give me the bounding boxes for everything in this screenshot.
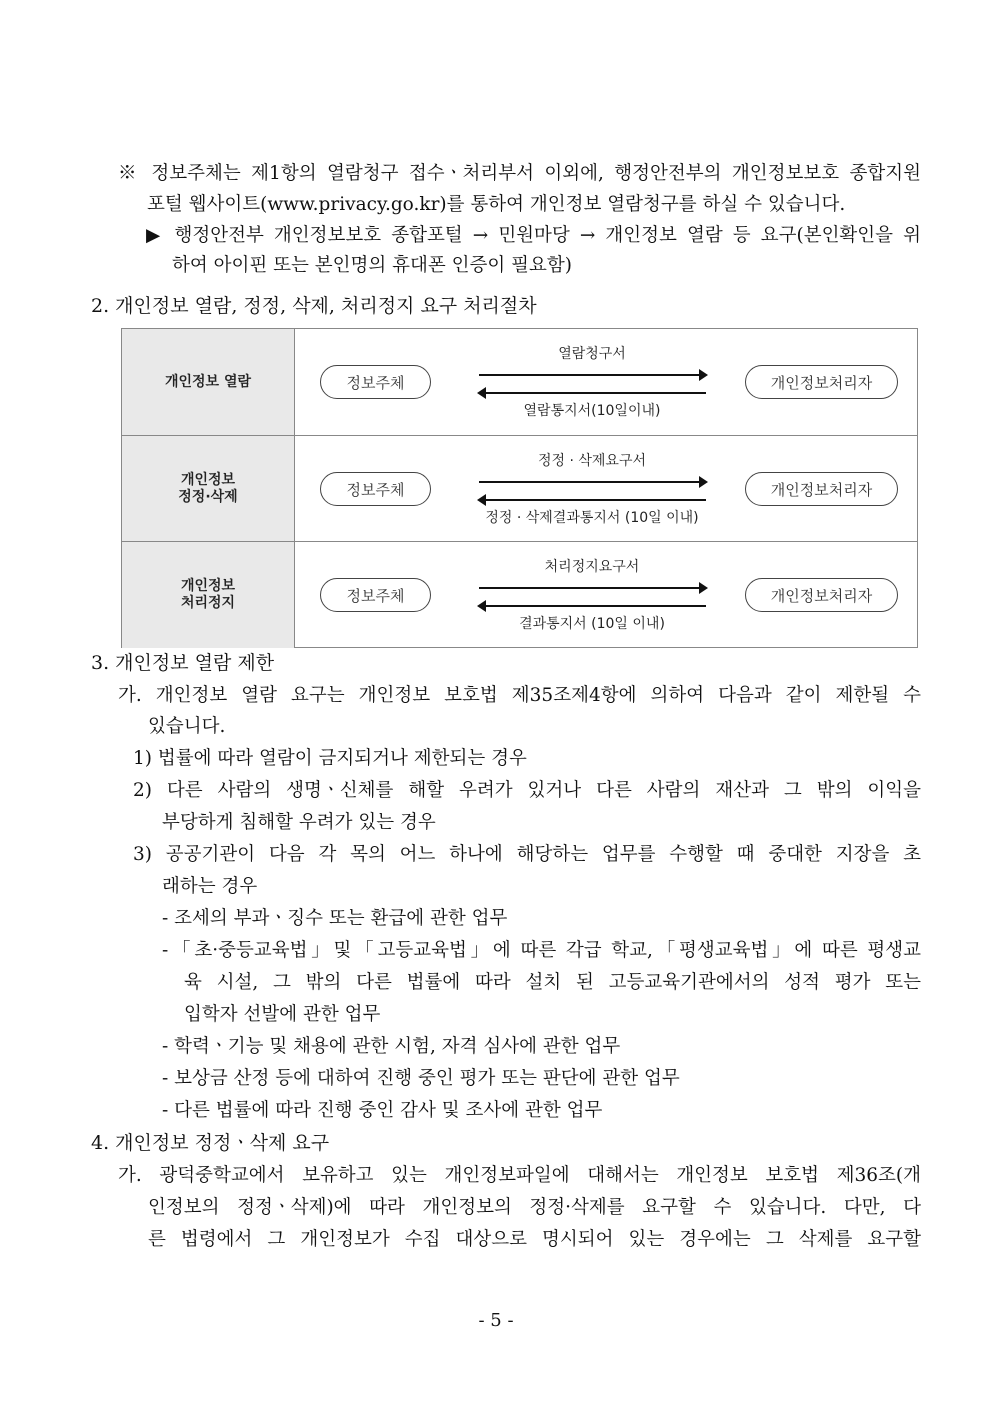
arrow-right-icon <box>479 481 706 483</box>
processor-pill: 개인정보처리자 <box>745 365 898 399</box>
request-label: 처리정지요구서 <box>544 559 640 575</box>
section-3-title: 3. 개인정보 열람 제한 <box>91 652 275 674</box>
section-2-title: 2. 개인정보 열람, 정정, 삭제, 처리정지 요구 처리절차 <box>91 295 537 317</box>
dash-item-2-line-1: -「초·중등교육법」및「고등교육법」에 따른 각급 학교,「평생교육법」에 따른 평생교 <box>162 940 921 961</box>
section-4-ga-line-2: 인정보의 정정ㆍ삭제)에 따라 개인정보의 정정·삭제를 요구할 수 있습니다. 다만, 다 <box>148 1197 921 1218</box>
request-label: 정정 · 삭제요구서 <box>537 453 647 469</box>
item-2-line-2: 부당하게 침해할 우려가 있는 경우 <box>162 812 436 833</box>
response-label: 결과통지서 (10일 이내) <box>519 616 665 632</box>
request-label: 열람청구서 <box>558 346 626 362</box>
flow-row-correction <box>122 435 917 542</box>
dash-item-4: - 보상금 산정 등에 대하여 진행 중인 평가 또는 판단에 관한 업무 <box>162 1068 680 1089</box>
response-label: 정정 · 삭제결과통지서 (10일 이내) <box>485 510 699 526</box>
arrow-left-icon <box>479 605 706 607</box>
flow-row-label: 개인정보 정정·삭제 <box>122 436 295 542</box>
section-3-ga-line-1: 가. 개인정보 열람 요구는 개인정보 보호법 제35조제4항에 의하여 다음과 같이 제한될 수 <box>118 685 921 706</box>
flow-row-access <box>122 329 917 435</box>
subject-pill: 정보주체 <box>320 472 431 506</box>
processor-pill: 개인정보처리자 <box>745 472 898 506</box>
process-flow-table <box>121 328 918 648</box>
processor-pill: 개인정보처리자 <box>745 578 898 612</box>
note-line-4: 하여 아이핀 또는 본인명의 휴대폰 인증이 필요함) <box>172 255 572 276</box>
note-line-3: ▶ 행정안전부 개인정보보호 종합포털 → 민원마당 → 개인정보 열람 등 요구(본인확인을 위 <box>146 225 921 246</box>
subject-pill: 정보주체 <box>320 365 431 399</box>
dash-item-5: - 다른 법률에 따라 진행 중인 감사 및 조사에 관한 업무 <box>162 1100 603 1121</box>
arrow-left-icon <box>479 499 706 501</box>
item-3-line-1: 3) 공공기관이 다음 각 목의 어느 하나에 해당하는 업무를 수행할 때 중대한 지장을 초 <box>133 844 921 865</box>
item-3-line-2: 래하는 경우 <box>162 876 258 897</box>
section-4-title: 4. 개인정보 정정ㆍ삭제 요구 <box>91 1132 330 1154</box>
flow-row-suspension <box>122 541 917 648</box>
item-1: 1) 법률에 따라 열람이 금지되거나 제한되는 경우 <box>133 748 527 769</box>
item-2-line-1: 2) 다른 사람의 생명ㆍ신체를 해할 우려가 있거나 다른 사람의 재산과 그 밖의 이익을 <box>133 780 921 801</box>
section-4-ga-line-3: 른 법령에서 그 개인정보가 수집 대상으로 명시되어 있는 경우에는 그 삭제를 요구할 <box>148 1229 921 1250</box>
note-line-2: 포털 웹사이트(www.privacy.go.kr)를 통하여 개인정보 열람청구를 하실 수 있습니다. <box>147 194 846 215</box>
arrow-right-icon <box>479 587 706 589</box>
note-line-1: ※ 정보주체는 제1항의 열람청구 접수ㆍ처리부서 이외에, 행정안전부의 개인정보보호 종합지원 <box>118 163 921 184</box>
page-number: - 5 - <box>478 1310 514 1331</box>
arrow-left-icon <box>479 392 706 394</box>
flow-row-label: 개인정보 처리정지 <box>122 542 295 648</box>
dash-item-1: - 조세의 부과ㆍ징수 또는 환급에 관한 업무 <box>162 908 508 929</box>
response-label: 열람통지서(10일이내) <box>523 403 661 419</box>
section-3-ga-line-2: 있습니다. <box>148 716 226 737</box>
dash-item-2-line-3: 입학자 선발에 관한 업무 <box>184 1004 381 1025</box>
subject-pill: 정보주체 <box>320 578 431 612</box>
section-4-ga-line-1: 가. 광덕중학교에서 보유하고 있는 개인정보파일에 대해서는 개인정보 보호법 제36조(개 <box>118 1165 921 1186</box>
flow-row-label: 개인정보 열람 <box>122 329 295 435</box>
arrow-right-icon <box>479 374 706 376</box>
dash-item-2-line-2: 육 시설, 그 밖의 다른 법률에 따라 설치 된 고등교육기관에서의 성적 평가 또는 <box>184 972 921 993</box>
dash-item-3: - 학력ㆍ기능 및 채용에 관한 시험, 자격 심사에 관한 업무 <box>162 1036 621 1057</box>
